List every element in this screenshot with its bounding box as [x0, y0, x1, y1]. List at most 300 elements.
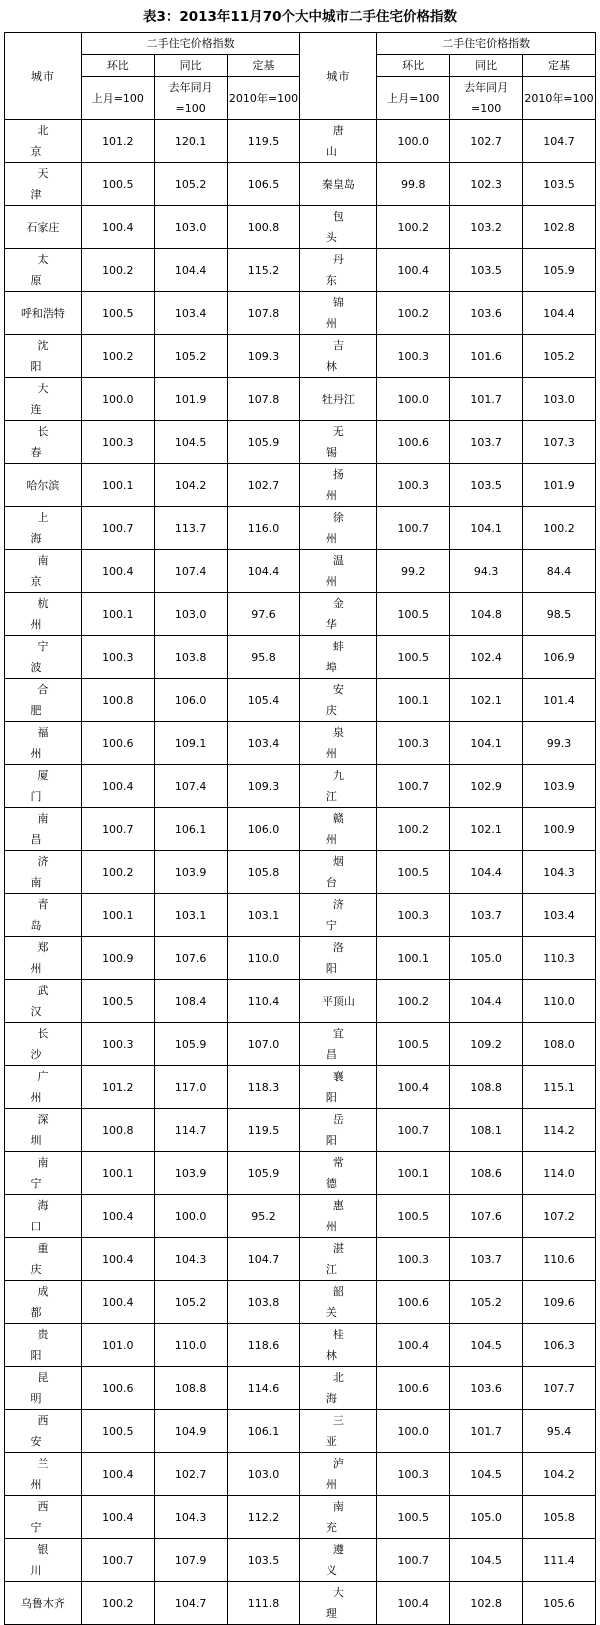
value-cell-left-tongbi: 120.1 [154, 120, 227, 163]
value-cell-left-tongbi: 108.4 [154, 980, 227, 1023]
city-name-right: 徐 州 [300, 507, 377, 550]
value-cell-right-huanbi: 100.1 [377, 679, 450, 722]
value-cell-left-huanbi: 100.5 [81, 292, 154, 335]
value-cell-right-huanbi: 100.0 [377, 120, 450, 163]
city-name-left: 西 安 [5, 1410, 82, 1453]
city-name-right: 洛 阳 [300, 937, 377, 980]
value-cell-right-huanbi: 100.1 [377, 937, 450, 980]
value-cell-left-huanbi: 100.4 [81, 1281, 154, 1324]
city-name-right: 济 宁 [300, 894, 377, 937]
value-cell-left-huanbi: 100.5 [81, 980, 154, 1023]
value-cell-right-tongbi: 107.6 [450, 1195, 523, 1238]
value-cell-left-tongbi: 105.9 [154, 1023, 227, 1066]
header-sub-tongbi-left: 同比 [154, 55, 227, 77]
value-cell-right-tongbi: 105.2 [450, 1281, 523, 1324]
value-cell-right-tongbi: 103.7 [450, 894, 523, 937]
value-cell-right-dingji: 103.4 [523, 894, 596, 937]
city-name-right: 九 江 [300, 765, 377, 808]
city-name-left: 宁 波 [5, 636, 82, 679]
value-cell-right-tongbi: 103.5 [450, 464, 523, 507]
value-cell-right-tongbi: 104.1 [450, 722, 523, 765]
value-cell-right-tongbi: 102.3 [450, 163, 523, 206]
value-cell-left-tongbi: 107.6 [154, 937, 227, 980]
table-row [5, 120, 596, 163]
table-row [5, 206, 596, 249]
value-cell-left-dingji: 110.4 [227, 980, 300, 1023]
value-cell-right-tongbi: 103.7 [450, 1238, 523, 1281]
value-cell-left-huanbi: 100.4 [81, 1238, 154, 1281]
value-cell-right-tongbi: 101.7 [450, 1410, 523, 1453]
value-cell-right-huanbi: 100.1 [377, 1152, 450, 1195]
city-name-left: 天 津 [5, 163, 82, 206]
value-cell-right-huanbi: 100.6 [377, 421, 450, 464]
value-cell-right-dingji: 103.9 [523, 765, 596, 808]
city-name-left: 沈 阳 [5, 335, 82, 378]
value-cell-right-dingji: 101.4 [523, 679, 596, 722]
value-cell-left-tongbi: 103.9 [154, 851, 227, 894]
city-name-left: 合 肥 [5, 679, 82, 722]
city-name-left: 乌鲁木齐 [5, 1582, 82, 1625]
value-cell-right-tongbi: 103.5 [450, 249, 523, 292]
value-cell-left-tongbi: 107.9 [154, 1539, 227, 1582]
city-name-right: 大 理 [300, 1582, 377, 1625]
value-cell-right-huanbi: 100.7 [377, 1539, 450, 1582]
value-cell-left-dingji: 111.8 [227, 1582, 300, 1625]
city-name-left: 郑 州 [5, 937, 82, 980]
value-cell-left-huanbi: 100.3 [81, 421, 154, 464]
city-name-left: 昆 明 [5, 1367, 82, 1410]
city-name-right: 丹 东 [300, 249, 377, 292]
value-cell-right-huanbi: 100.2 [377, 980, 450, 1023]
table-row [5, 765, 596, 808]
value-cell-right-tongbi: 103.7 [450, 421, 523, 464]
header-base-2010-left: 2010年=100 [227, 77, 300, 120]
city-name-right: 惠 州 [300, 1195, 377, 1238]
city-name-right: 遵 义 [300, 1539, 377, 1582]
table-row [5, 1453, 596, 1496]
city-name-right: 烟 台 [300, 851, 377, 894]
city-name-left: 兰 州 [5, 1453, 82, 1496]
value-cell-right-huanbi: 100.3 [377, 1453, 450, 1496]
city-name-left: 济 南 [5, 851, 82, 894]
value-cell-right-tongbi: 108.6 [450, 1152, 523, 1195]
value-cell-right-tongbi: 103.6 [450, 292, 523, 335]
value-cell-left-dingji: 119.5 [227, 1109, 300, 1152]
table-row [5, 335, 596, 378]
value-cell-left-tongbi: 104.5 [154, 421, 227, 464]
city-name-right: 襄 阳 [300, 1066, 377, 1109]
city-name-right: 湛 江 [300, 1238, 377, 1281]
city-name-right: 北 海 [300, 1367, 377, 1410]
value-cell-right-tongbi: 104.5 [450, 1539, 523, 1582]
city-name-right: 韶 关 [300, 1281, 377, 1324]
value-cell-left-huanbi: 100.2 [81, 851, 154, 894]
city-name-left: 长 沙 [5, 1023, 82, 1066]
header-base-lastmonth-left: 上月=100 [81, 77, 154, 120]
city-name-left: 石家庄 [5, 206, 82, 249]
value-cell-right-dingji: 104.7 [523, 120, 596, 163]
table-row [5, 1109, 596, 1152]
value-cell-right-dingji: 84.4 [523, 550, 596, 593]
city-name-left: 南 宁 [5, 1152, 82, 1195]
value-cell-right-tongbi: 104.5 [450, 1324, 523, 1367]
value-cell-right-tongbi: 103.2 [450, 206, 523, 249]
table-row [5, 464, 596, 507]
table-row [5, 722, 596, 765]
value-cell-left-dingji: 95.8 [227, 636, 300, 679]
value-cell-left-tongbi: 103.0 [154, 593, 227, 636]
value-cell-right-tongbi: 102.9 [450, 765, 523, 808]
value-cell-right-huanbi: 100.4 [377, 1582, 450, 1625]
value-cell-left-tongbi: 104.3 [154, 1238, 227, 1281]
city-name-left: 上 海 [5, 507, 82, 550]
value-cell-right-dingji: 114.0 [523, 1152, 596, 1195]
table-row [5, 1281, 596, 1324]
city-name-right: 泸 州 [300, 1453, 377, 1496]
value-cell-right-huanbi: 100.2 [377, 206, 450, 249]
value-cell-right-dingji: 103.5 [523, 163, 596, 206]
city-name-right: 泉 州 [300, 722, 377, 765]
value-cell-right-tongbi: 104.4 [450, 851, 523, 894]
value-cell-left-dingji: 107.0 [227, 1023, 300, 1066]
value-cell-right-dingji: 102.8 [523, 206, 596, 249]
value-cell-left-tongbi: 113.7 [154, 507, 227, 550]
city-name-left: 深 圳 [5, 1109, 82, 1152]
city-name-right: 金 华 [300, 593, 377, 636]
value-cell-left-huanbi: 100.4 [81, 550, 154, 593]
city-name-right: 常 德 [300, 1152, 377, 1195]
value-cell-left-huanbi: 100.4 [81, 1496, 154, 1539]
value-cell-right-dingji: 105.6 [523, 1582, 596, 1625]
value-cell-left-dingji: 105.9 [227, 421, 300, 464]
city-name-left: 北 京 [5, 120, 82, 163]
value-cell-right-tongbi: 108.1 [450, 1109, 523, 1152]
value-cell-left-dingji: 112.2 [227, 1496, 300, 1539]
value-cell-right-dingji: 111.4 [523, 1539, 596, 1582]
value-cell-right-dingji: 98.5 [523, 593, 596, 636]
value-cell-right-dingji: 104.3 [523, 851, 596, 894]
value-cell-left-tongbi: 103.0 [154, 206, 227, 249]
value-cell-right-dingji: 108.0 [523, 1023, 596, 1066]
value-cell-left-huanbi: 100.7 [81, 1539, 154, 1582]
city-name-right: 平顶山 [300, 980, 377, 1023]
value-cell-right-tongbi: 109.2 [450, 1023, 523, 1066]
city-name-left: 海 口 [5, 1195, 82, 1238]
value-cell-right-tongbi: 102.7 [450, 120, 523, 163]
value-cell-left-dingji: 115.2 [227, 249, 300, 292]
value-cell-left-dingji: 95.2 [227, 1195, 300, 1238]
value-cell-left-dingji: 118.3 [227, 1066, 300, 1109]
table-row [5, 507, 596, 550]
value-cell-left-dingji: 100.8 [227, 206, 300, 249]
table-header [5, 33, 596, 120]
city-name-left: 成 都 [5, 1281, 82, 1324]
value-cell-right-dingji: 100.2 [523, 507, 596, 550]
value-cell-left-tongbi: 105.2 [154, 163, 227, 206]
header-sub-dingji-right: 定基 [523, 55, 596, 77]
header-base-2010-right: 2010年=100 [523, 77, 596, 120]
value-cell-right-dingji: 110.3 [523, 937, 596, 980]
city-name-left: 太 原 [5, 249, 82, 292]
value-cell-right-huanbi: 100.3 [377, 1238, 450, 1281]
value-cell-right-tongbi: 102.4 [450, 636, 523, 679]
value-cell-right-tongbi: 102.1 [450, 679, 523, 722]
value-cell-left-dingji: 119.5 [227, 120, 300, 163]
header-sub-huanbi-left: 环比 [81, 55, 154, 77]
value-cell-right-tongbi: 102.1 [450, 808, 523, 851]
city-name-right: 扬 州 [300, 464, 377, 507]
table-row [5, 1496, 596, 1539]
value-cell-right-huanbi: 100.0 [377, 1410, 450, 1453]
value-cell-left-dingji: 118.6 [227, 1324, 300, 1367]
value-cell-left-dingji: 114.6 [227, 1367, 300, 1410]
value-cell-left-huanbi: 100.1 [81, 593, 154, 636]
value-cell-right-huanbi: 100.7 [377, 1109, 450, 1152]
city-name-right: 桂 林 [300, 1324, 377, 1367]
city-name-right: 温 州 [300, 550, 377, 593]
value-cell-left-dingji: 109.3 [227, 765, 300, 808]
value-cell-left-huanbi: 100.7 [81, 507, 154, 550]
value-cell-left-huanbi: 101.2 [81, 1066, 154, 1109]
value-cell-right-dingji: 103.0 [523, 378, 596, 421]
value-cell-right-tongbi: 94.3 [450, 550, 523, 593]
city-name-right: 安 庆 [300, 679, 377, 722]
value-cell-left-tongbi: 101.9 [154, 378, 227, 421]
value-cell-right-huanbi: 100.4 [377, 249, 450, 292]
table-row [5, 163, 596, 206]
city-name-right: 锦 州 [300, 292, 377, 335]
header-city-right: 城市 [300, 33, 377, 120]
value-cell-right-dingji: 95.4 [523, 1410, 596, 1453]
value-cell-left-huanbi: 100.2 [81, 249, 154, 292]
value-cell-left-dingji: 103.5 [227, 1539, 300, 1582]
table-row [5, 593, 596, 636]
value-cell-right-huanbi: 100.6 [377, 1367, 450, 1410]
value-cell-right-dingji: 110.0 [523, 980, 596, 1023]
header-sub-tongbi-right: 同比 [450, 55, 523, 77]
value-cell-left-tongbi: 104.3 [154, 1496, 227, 1539]
value-cell-left-dingji: 104.7 [227, 1238, 300, 1281]
table-row [5, 937, 596, 980]
value-cell-left-tongbi: 107.4 [154, 765, 227, 808]
value-cell-right-huanbi: 100.5 [377, 593, 450, 636]
table-row [5, 1023, 596, 1066]
value-cell-left-tongbi: 107.4 [154, 550, 227, 593]
value-cell-left-huanbi: 100.2 [81, 335, 154, 378]
value-cell-right-huanbi: 100.5 [377, 636, 450, 679]
value-cell-left-tongbi: 108.8 [154, 1367, 227, 1410]
city-name-right: 赣 州 [300, 808, 377, 851]
value-cell-left-tongbi: 100.0 [154, 1195, 227, 1238]
value-cell-right-dingji: 107.3 [523, 421, 596, 464]
value-cell-right-huanbi: 100.2 [377, 292, 450, 335]
value-cell-left-huanbi: 100.1 [81, 464, 154, 507]
value-cell-right-dingji: 106.9 [523, 636, 596, 679]
value-cell-left-huanbi: 100.4 [81, 206, 154, 249]
page-title: 表3：2013年11月70个大中城市二手住宅价格指数 [142, 9, 458, 25]
value-cell-right-dingji: 101.9 [523, 464, 596, 507]
value-cell-right-dingji: 115.1 [523, 1066, 596, 1109]
value-cell-right-dingji: 107.7 [523, 1367, 596, 1410]
value-cell-left-tongbi: 117.0 [154, 1066, 227, 1109]
value-cell-left-dingji: 106.5 [227, 163, 300, 206]
table-body [5, 120, 596, 1625]
value-cell-right-tongbi: 105.0 [450, 937, 523, 980]
value-cell-right-huanbi: 99.8 [377, 163, 450, 206]
value-cell-left-huanbi: 100.3 [81, 636, 154, 679]
table-row [5, 1195, 596, 1238]
value-cell-right-tongbi: 108.8 [450, 1066, 523, 1109]
value-cell-left-huanbi: 100.9 [81, 937, 154, 980]
header-base-lastyear-right: 去年同月=100 [450, 77, 523, 120]
value-cell-left-dingji: 106.0 [227, 808, 300, 851]
table-row [5, 679, 596, 722]
value-cell-left-tongbi: 104.4 [154, 249, 227, 292]
value-cell-left-dingji: 109.3 [227, 335, 300, 378]
value-cell-left-huanbi: 100.5 [81, 1410, 154, 1453]
value-cell-right-dingji: 110.6 [523, 1238, 596, 1281]
city-name-left: 南 京 [5, 550, 82, 593]
table-row [5, 1066, 596, 1109]
value-cell-left-tongbi: 103.9 [154, 1152, 227, 1195]
city-name-left: 银 川 [5, 1539, 82, 1582]
value-cell-right-dingji: 109.6 [523, 1281, 596, 1324]
value-cell-left-tongbi: 102.7 [154, 1453, 227, 1496]
value-cell-right-huanbi: 100.3 [377, 335, 450, 378]
table-row [5, 808, 596, 851]
city-name-left: 长 春 [5, 421, 82, 464]
table-row [5, 851, 596, 894]
table-row [5, 636, 596, 679]
value-cell-right-huanbi: 100.3 [377, 464, 450, 507]
header-sub-dingji-left: 定基 [227, 55, 300, 77]
value-cell-left-tongbi: 103.4 [154, 292, 227, 335]
value-cell-left-huanbi: 100.5 [81, 163, 154, 206]
table-row [5, 1238, 596, 1281]
value-cell-left-dingji: 105.9 [227, 1152, 300, 1195]
city-name-right: 唐 山 [300, 120, 377, 163]
value-cell-left-huanbi: 100.4 [81, 1195, 154, 1238]
table-row [5, 980, 596, 1023]
value-cell-right-dingji: 105.2 [523, 335, 596, 378]
value-cell-right-tongbi: 105.0 [450, 1496, 523, 1539]
city-name-right: 秦皇岛 [300, 163, 377, 206]
value-cell-right-dingji: 100.9 [523, 808, 596, 851]
value-cell-left-tongbi: 104.7 [154, 1582, 227, 1625]
city-name-right: 吉 林 [300, 335, 377, 378]
value-cell-left-dingji: 103.1 [227, 894, 300, 937]
city-name-left: 哈尔滨 [5, 464, 82, 507]
value-cell-left-dingji: 116.0 [227, 507, 300, 550]
header-city-left: 城市 [5, 33, 82, 120]
value-cell-right-dingji: 114.2 [523, 1109, 596, 1152]
value-cell-left-huanbi: 100.8 [81, 679, 154, 722]
city-name-left: 南 昌 [5, 808, 82, 851]
value-cell-left-huanbi: 100.4 [81, 765, 154, 808]
city-name-right: 三 亚 [300, 1410, 377, 1453]
value-cell-right-huanbi: 100.0 [377, 378, 450, 421]
table-row [5, 378, 596, 421]
value-cell-right-huanbi: 100.3 [377, 722, 450, 765]
table-row [5, 894, 596, 937]
value-cell-left-tongbi: 103.8 [154, 636, 227, 679]
value-cell-left-dingji: 107.8 [227, 292, 300, 335]
value-cell-right-dingji: 106.3 [523, 1324, 596, 1367]
value-cell-left-dingji: 105.8 [227, 851, 300, 894]
value-cell-left-huanbi: 100.4 [81, 1453, 154, 1496]
table-row [5, 292, 596, 335]
city-name-left: 贵 阳 [5, 1324, 82, 1367]
value-cell-left-huanbi: 100.6 [81, 1367, 154, 1410]
value-cell-right-huanbi: 100.5 [377, 1496, 450, 1539]
value-cell-right-huanbi: 100.3 [377, 894, 450, 937]
header-sub-huanbi-right: 环比 [377, 55, 450, 77]
value-cell-right-huanbi: 100.7 [377, 507, 450, 550]
value-cell-right-tongbi: 104.5 [450, 1453, 523, 1496]
city-name-right: 岳 阳 [300, 1109, 377, 1152]
value-cell-left-huanbi: 100.6 [81, 722, 154, 765]
value-cell-right-huanbi: 100.5 [377, 1195, 450, 1238]
value-cell-right-tongbi: 103.6 [450, 1367, 523, 1410]
value-cell-left-tongbi: 104.9 [154, 1410, 227, 1453]
value-cell-left-tongbi: 109.1 [154, 722, 227, 765]
value-cell-right-huanbi: 100.5 [377, 851, 450, 894]
table-row [5, 1410, 596, 1453]
value-cell-left-dingji: 97.6 [227, 593, 300, 636]
city-name-left: 福 州 [5, 722, 82, 765]
header-base-lastyear-left: 去年同月=100 [154, 77, 227, 120]
value-cell-left-dingji: 107.8 [227, 378, 300, 421]
city-name-left: 青 岛 [5, 894, 82, 937]
value-cell-right-dingji: 104.2 [523, 1453, 596, 1496]
value-cell-left-huanbi: 100.1 [81, 894, 154, 937]
value-cell-left-tongbi: 105.2 [154, 1281, 227, 1324]
table-row [5, 1324, 596, 1367]
table-row [5, 550, 596, 593]
city-name-left: 呼和浩特 [5, 292, 82, 335]
city-name-left: 大 连 [5, 378, 82, 421]
value-cell-left-dingji: 103.4 [227, 722, 300, 765]
city-name-left: 重 庆 [5, 1238, 82, 1281]
value-cell-left-huanbi: 100.1 [81, 1152, 154, 1195]
city-name-left: 厦 门 [5, 765, 82, 808]
value-cell-right-huanbi: 100.6 [377, 1281, 450, 1324]
city-name-left: 杭 州 [5, 593, 82, 636]
value-cell-left-huanbi: 100.7 [81, 808, 154, 851]
value-cell-right-tongbi: 101.7 [450, 378, 523, 421]
value-cell-right-huanbi: 100.7 [377, 765, 450, 808]
value-cell-right-tongbi: 104.1 [450, 507, 523, 550]
table-row [5, 421, 596, 464]
value-cell-left-huanbi: 100.2 [81, 1582, 154, 1625]
value-cell-right-tongbi: 104.4 [450, 980, 523, 1023]
value-cell-right-huanbi: 100.4 [377, 1324, 450, 1367]
value-cell-left-tongbi: 105.2 [154, 335, 227, 378]
value-cell-left-huanbi: 101.2 [81, 120, 154, 163]
value-cell-right-huanbi: 100.2 [377, 808, 450, 851]
value-cell-left-tongbi: 106.1 [154, 808, 227, 851]
table-row [5, 249, 596, 292]
value-cell-left-tongbi: 114.7 [154, 1109, 227, 1152]
value-cell-left-tongbi: 104.2 [154, 464, 227, 507]
city-name-left: 西 宁 [5, 1496, 82, 1539]
value-cell-left-tongbi: 106.0 [154, 679, 227, 722]
value-cell-left-huanbi: 100.0 [81, 378, 154, 421]
value-cell-left-dingji: 110.0 [227, 937, 300, 980]
value-cell-right-huanbi: 100.4 [377, 1066, 450, 1109]
value-cell-left-dingji: 102.7 [227, 464, 300, 507]
value-cell-right-tongbi: 102.8 [450, 1582, 523, 1625]
